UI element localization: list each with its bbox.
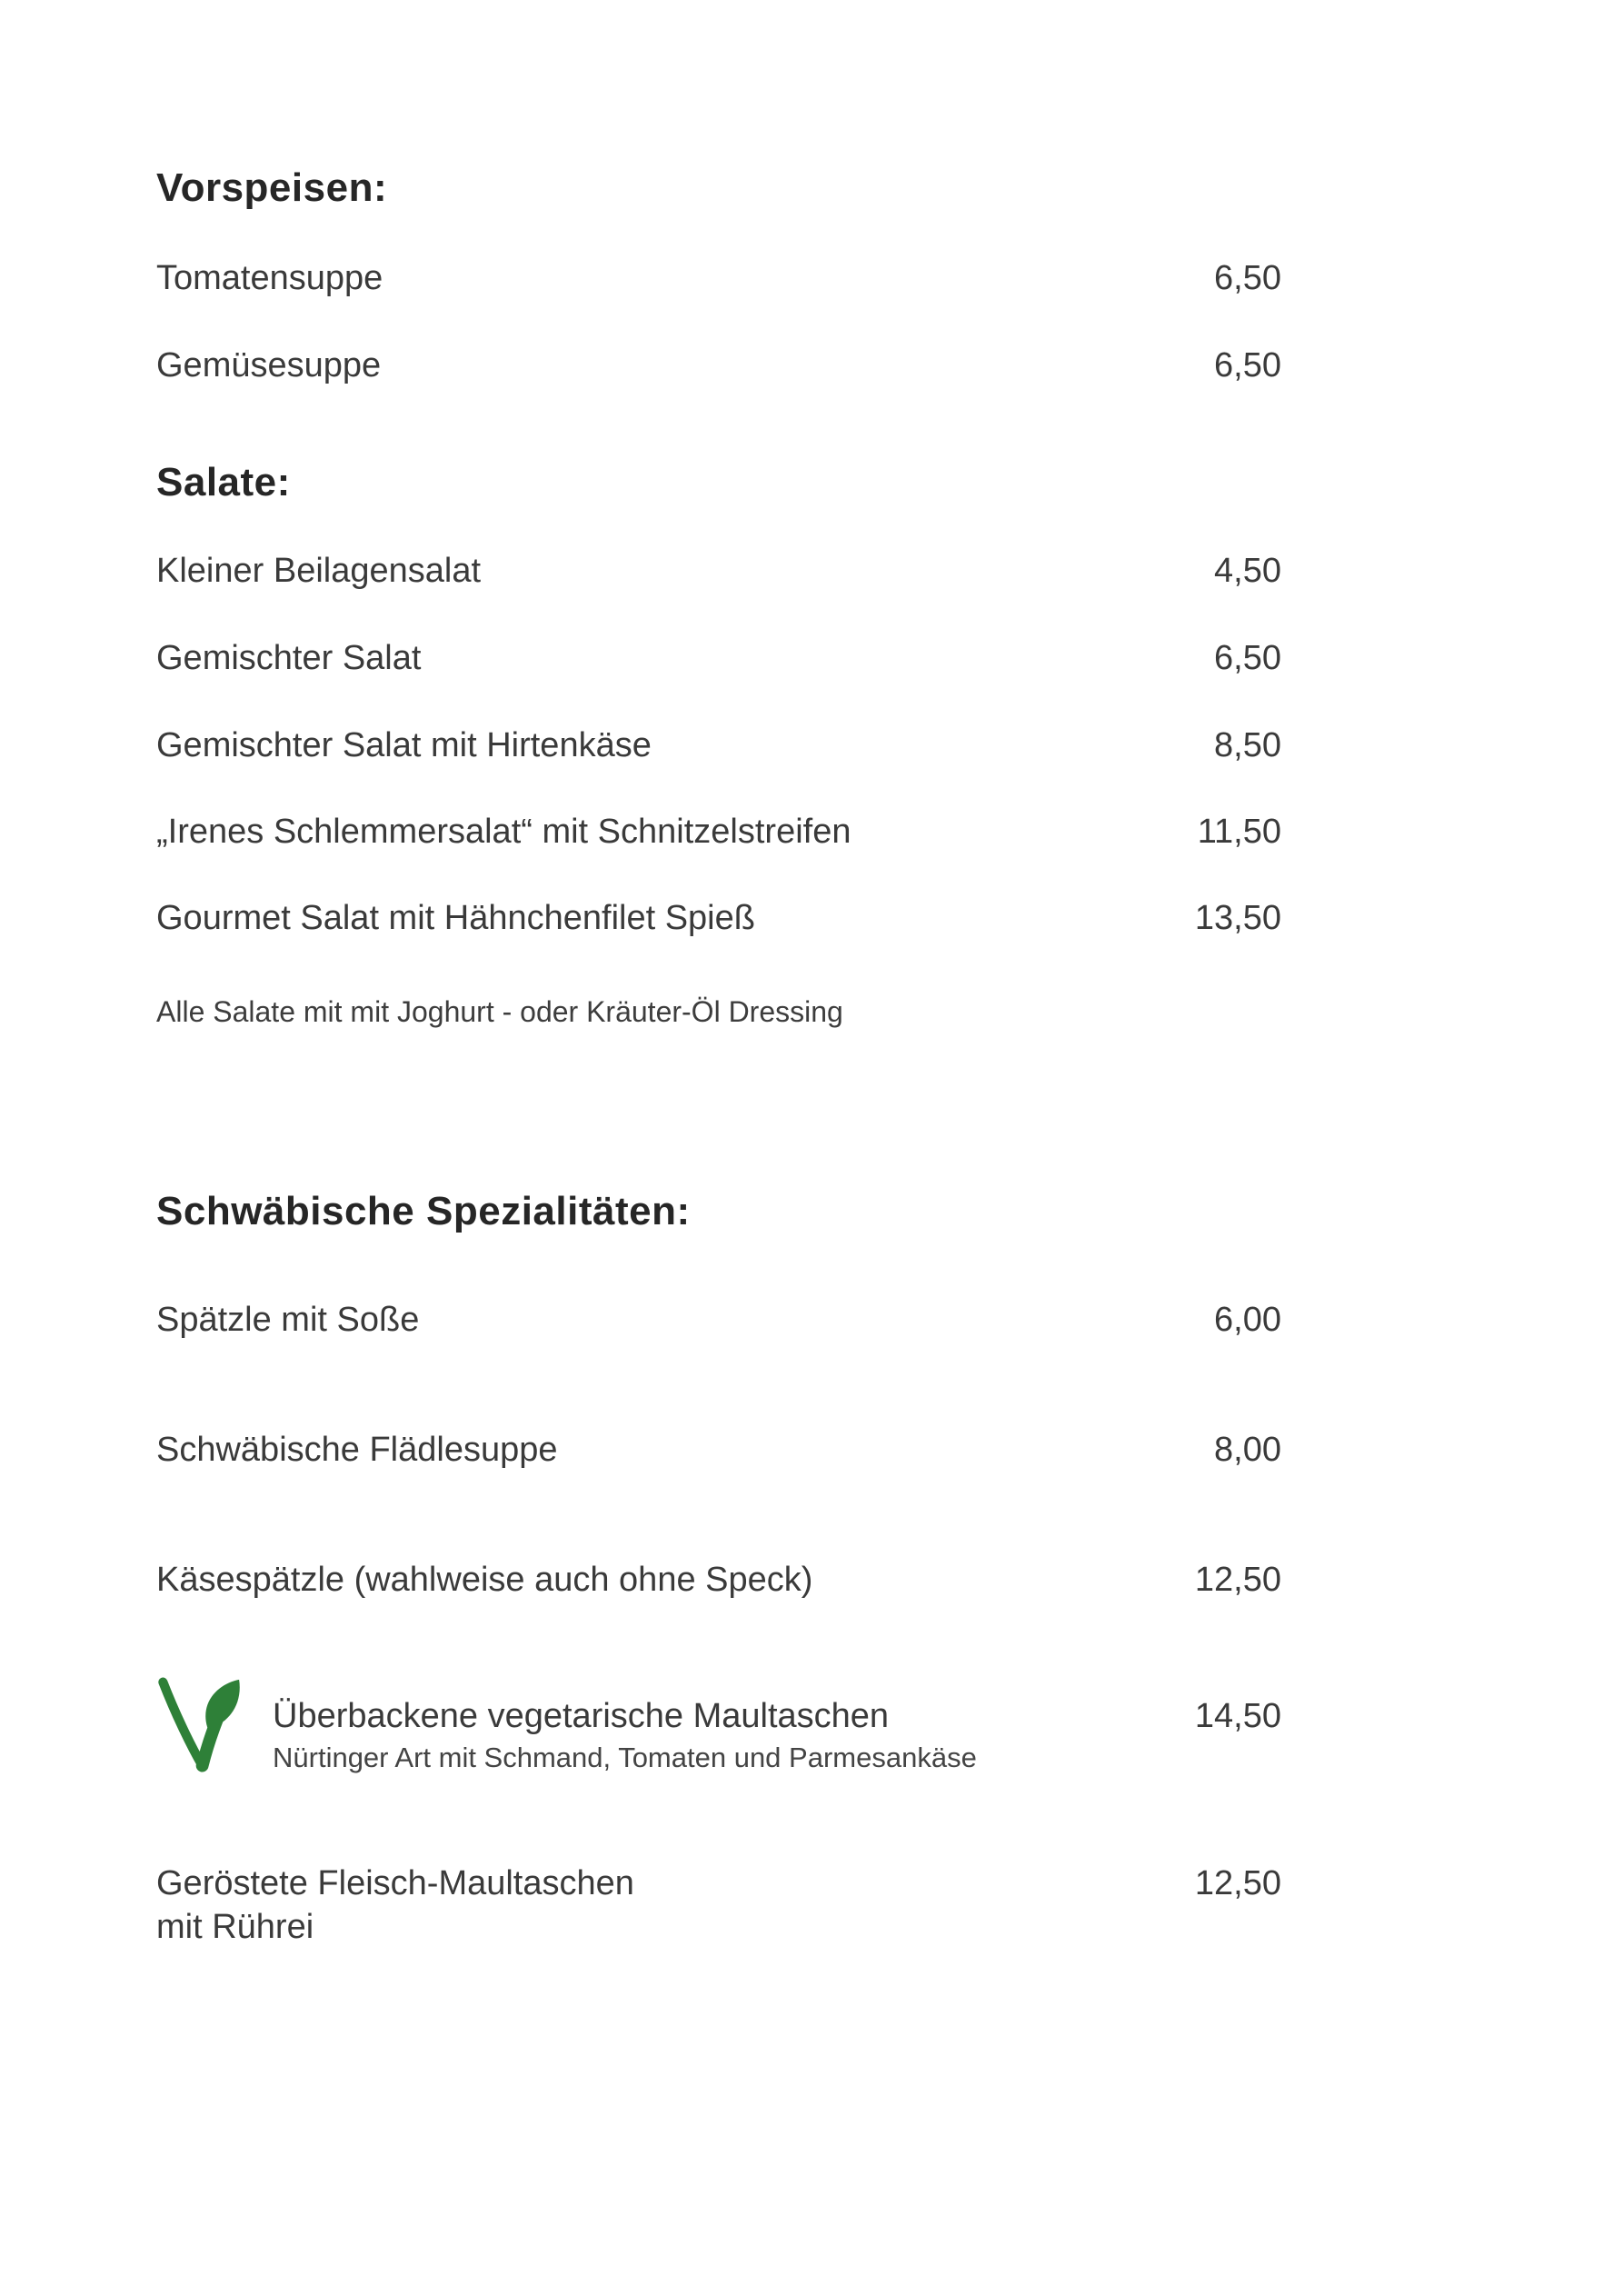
- item-price: 11,50: [1197, 813, 1281, 851]
- menu-item-row: [156, 344, 1281, 387]
- item-price: 13,50: [1194, 899, 1281, 937]
- item-subtitle: Nürtinger Art mit Schmand, Tomaten und Parmesankäse: [273, 1742, 977, 1773]
- section-heading-vorspeisen: Vorspeisen:: [156, 165, 388, 210]
- item-name: Käsespätzle (wahlweise auch ohne Speck): [156, 1561, 813, 1599]
- vegetarian-leaf-icon: [156, 1676, 240, 1774]
- item-name: Tomatensuppe: [156, 259, 383, 297]
- item-price: 4,50: [1214, 552, 1281, 590]
- menu-item-row: [156, 1428, 1281, 1472]
- section-heading-salate: Salate:: [156, 460, 291, 504]
- menu-item-row: [156, 636, 1281, 680]
- item-name: [156, 1862, 634, 1949]
- menu-item-row: [156, 1298, 1281, 1342]
- menu-item-row: [156, 896, 1281, 940]
- item-price: 6,50: [1214, 346, 1281, 384]
- menu-item-row: [156, 1862, 1281, 1949]
- item-price: 14,50: [1194, 1697, 1281, 1735]
- menu-item-row: [156, 256, 1281, 300]
- menu-item-row: [156, 1558, 1281, 1602]
- item-price: 6,50: [1214, 639, 1281, 677]
- item-name: Kleiner Beilagensalat: [156, 552, 482, 590]
- item-name: „Irenes Schlemmersalat“ mit Schnitzelstreifen: [156, 813, 851, 851]
- item-price: 8,50: [1214, 726, 1281, 764]
- item-name: Gemüsesuppe: [156, 346, 382, 384]
- item-price: 8,00: [1214, 1431, 1281, 1469]
- item-text-block: [273, 1694, 1136, 1778]
- menu-item-row: [156, 724, 1281, 767]
- item-name-line1: Geröstete Fleisch-Maultaschen: [156, 1864, 634, 1902]
- menu-item-row: [156, 810, 1281, 854]
- item-name: Spätzle mit Soße: [156, 1301, 420, 1339]
- item-name: Überbackene vegetarische Maultaschen: [273, 1697, 890, 1735]
- item-name: Gourmet Salat mit Hähnchenfilet Spieß: [156, 899, 755, 937]
- item-price: 12,50: [1194, 1561, 1281, 1599]
- menu-content: [156, 0, 1281, 2296]
- menu-item-row-vegetarian: [156, 1676, 1281, 1794]
- section-heading-schwaebische-spezialitaeten: Schwäbische Spezialitäten:: [156, 1189, 691, 1233]
- item-name: Gemischter Salat: [156, 639, 422, 677]
- item-price: 12,50: [1194, 1864, 1281, 1902]
- item-price: 6,50: [1214, 259, 1281, 297]
- item-name-line2: mit Rührei: [156, 1908, 314, 1946]
- item-price: 6,00: [1214, 1301, 1281, 1339]
- item-name: Gemischter Salat mit Hirtenkäse: [156, 726, 652, 764]
- salad-dressing-note: Alle Salate mit mit Joghurt - oder Kräuter-Öl Dressing: [156, 995, 843, 1028]
- item-name: Schwäbische Flädlesuppe: [156, 1431, 558, 1469]
- menu-item-row: [156, 549, 1281, 593]
